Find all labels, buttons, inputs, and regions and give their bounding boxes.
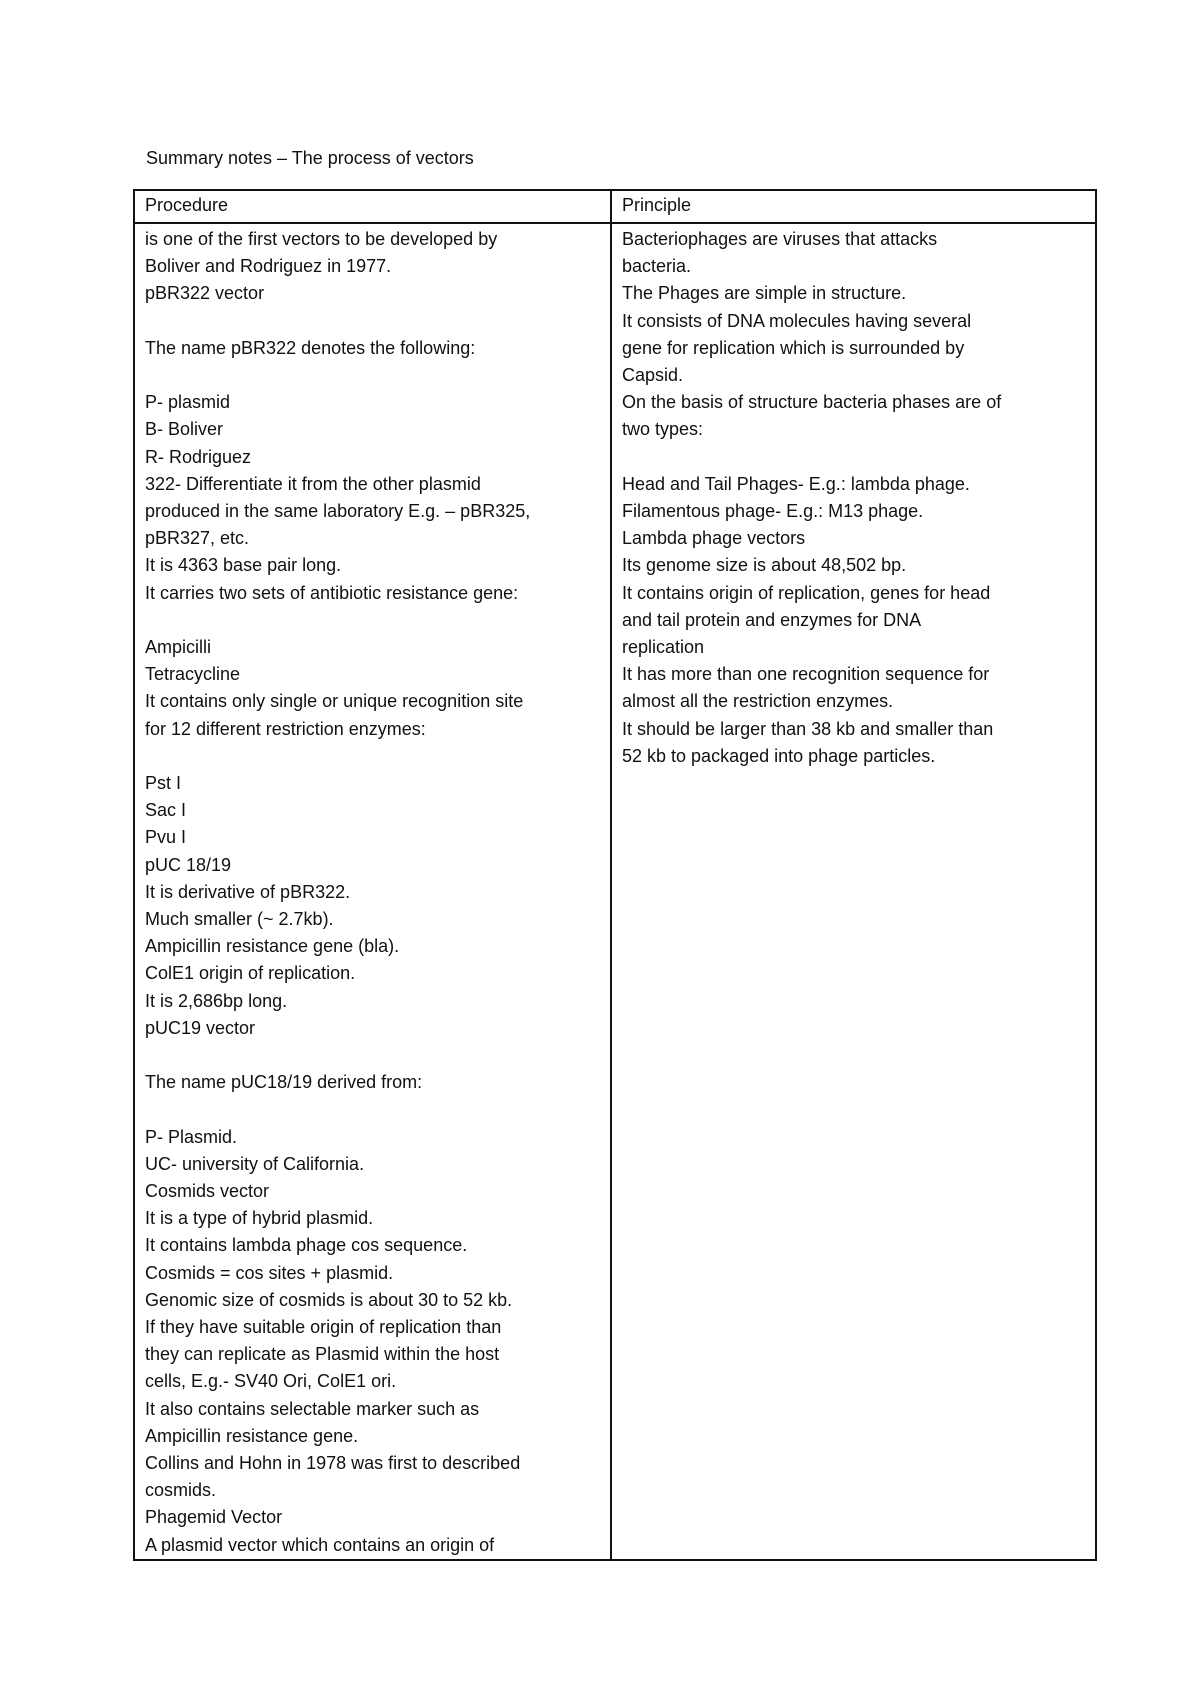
table-cell-line: Head and Tail Phages- E.g.: lambda phage. <box>622 473 970 494</box>
table-cell-line <box>145 607 600 634</box>
table-cell-line: Its genome size is about 48,502 bp. <box>622 555 907 576</box>
table-cell-line: It consists of DNA molecules having several <box>622 310 972 331</box>
table-cell-line: P- plasmid <box>145 392 231 413</box>
table-cell-line: It carries two sets of antibiotic resistance gene: <box>145 582 519 603</box>
table-cell-line: and tail protein and enzymes for DNA <box>622 609 922 630</box>
table-cell-line: It contains only single or unique recognition site <box>145 691 524 712</box>
table-cell-line: pBR327, etc. <box>145 528 250 549</box>
table-cell-line: It is 2,686bp long. <box>145 990 288 1011</box>
table-cell-line: It contains lambda phage cos sequence. <box>145 1235 468 1256</box>
table-cell-line: The name pBR322 denotes the following: <box>145 337 476 358</box>
table-body-row <box>134 223 1096 1560</box>
table-cell-line: 322- Differentiate it from the other plasmid <box>145 473 481 494</box>
table-cell-line: pUC19 vector <box>145 1017 256 1038</box>
table-cell-line: It contains origin of replication, genes for head <box>622 582 991 603</box>
principle-header: Principle <box>611 190 1096 223</box>
table-cell-line <box>145 362 600 389</box>
table-cell-line: Pst I <box>145 773 182 793</box>
table-cell-line: It should be larger than 38 kb and smaller than <box>622 718 994 739</box>
table-cell-line: Cosmids = cos sites + plasmid. <box>145 1262 394 1283</box>
table-cell-line: Lambda phage vectors <box>622 528 806 549</box>
table-cell-line: Phagemid Vector <box>145 1507 283 1528</box>
table-cell-line: The name pUC18/19 derived from: <box>145 1072 423 1093</box>
table-cell-line <box>145 1096 600 1123</box>
table-cell-line: If they have suitable origin of replication than <box>145 1317 502 1338</box>
table-cell-line: Cosmids vector <box>145 1181 270 1202</box>
table-cell-line: Capsid. <box>622 365 684 386</box>
table-cell-line: It is a type of hybrid plasmid. <box>145 1208 374 1229</box>
table-cell-line: Ampicilli <box>145 637 212 657</box>
table-cell-line: It also contains selectable marker such as <box>145 1398 480 1419</box>
table-cell-line: gene for replication which is surrounded by <box>622 337 965 358</box>
document-title: Summary notes – The process of vectors <box>146 148 474 168</box>
procedure-header: Procedure <box>134 190 611 223</box>
table-cell-line: UC- university of California. <box>145 1153 365 1174</box>
table-cell-line: almost all the restriction enzymes. <box>622 691 894 712</box>
table-cell-line: Collins and Hohn in 1978 was first to described <box>145 1453 521 1474</box>
summary-table <box>133 189 1097 1561</box>
table-cell-line: Sac I <box>145 800 187 821</box>
table-cell-line <box>145 308 600 335</box>
table-cell-line: for 12 different restriction enzymes: <box>145 718 426 739</box>
table-cell-line: Pvu I <box>145 827 187 848</box>
table-cell-line: pUC 18/19 <box>145 854 232 875</box>
procedure-cell <box>134 223 611 1560</box>
table-cell-line: R- Rodriguez <box>145 446 252 467</box>
table-cell-line: Bacteriophages are viruses that attacks <box>622 229 938 249</box>
table-cell-line: It is 4363 base pair long. <box>145 555 342 576</box>
table-cell-line <box>145 1042 600 1069</box>
table-cell-line: Ampicillin resistance gene (bla). <box>145 936 400 957</box>
table-cell-line <box>145 743 600 770</box>
table-cell-line: The Phages are simple in structure. <box>622 283 907 304</box>
table-cell-line: Much smaller (~ 2.7kb). <box>145 909 334 930</box>
table-cell-line: Genomic size of cosmids is about 30 to 52 kb. <box>145 1289 513 1310</box>
table-cell-line: It is derivative of pBR322. <box>145 881 351 902</box>
table-header-row <box>134 190 1096 223</box>
table-cell-line: cells, E.g.- SV40 Ori, ColE1 ori. <box>145 1371 397 1392</box>
table-cell-line: It has more than one recognition sequence for <box>622 664 990 685</box>
table-cell-line: they can replicate as Plasmid within the host <box>145 1344 500 1365</box>
table-cell-line: is one of the first vectors to be developed by <box>145 229 498 249</box>
table-cell-line: produced in the same laboratory E.g. – pBR325, <box>145 501 531 521</box>
table-cell-line: A plasmid vector which contains an origin of <box>145 1534 495 1555</box>
table-cell-line: On the basis of structure bacteria phases are of <box>622 392 1002 413</box>
table-cell-line: Tetracycline <box>145 664 241 685</box>
table-cell-line: Ampicillin resistance gene. <box>145 1425 359 1446</box>
table-cell-line: cosmids. <box>145 1480 217 1501</box>
principle-cell <box>611 223 1096 1560</box>
table-cell-line: pBR322 vector <box>145 283 265 304</box>
table-cell-line: Filamentous phage- E.g.: M13 phage. <box>622 501 924 522</box>
table-cell-line: 52 kb to packaged into phage particles. <box>622 745 936 766</box>
table-cell-line: P- Plasmid. <box>145 1126 238 1147</box>
table-cell-line: ColE1 origin of replication. <box>145 963 356 984</box>
table-cell-line: bacteria. <box>622 256 692 277</box>
table-cell-line: Boliver and Rodriguez in 1977. <box>145 256 392 277</box>
table-cell-line <box>622 444 1085 471</box>
table-cell-line: B- Boliver <box>145 419 224 440</box>
table-cell-line: replication <box>622 637 705 658</box>
table-cell-line: two types: <box>622 419 704 440</box>
